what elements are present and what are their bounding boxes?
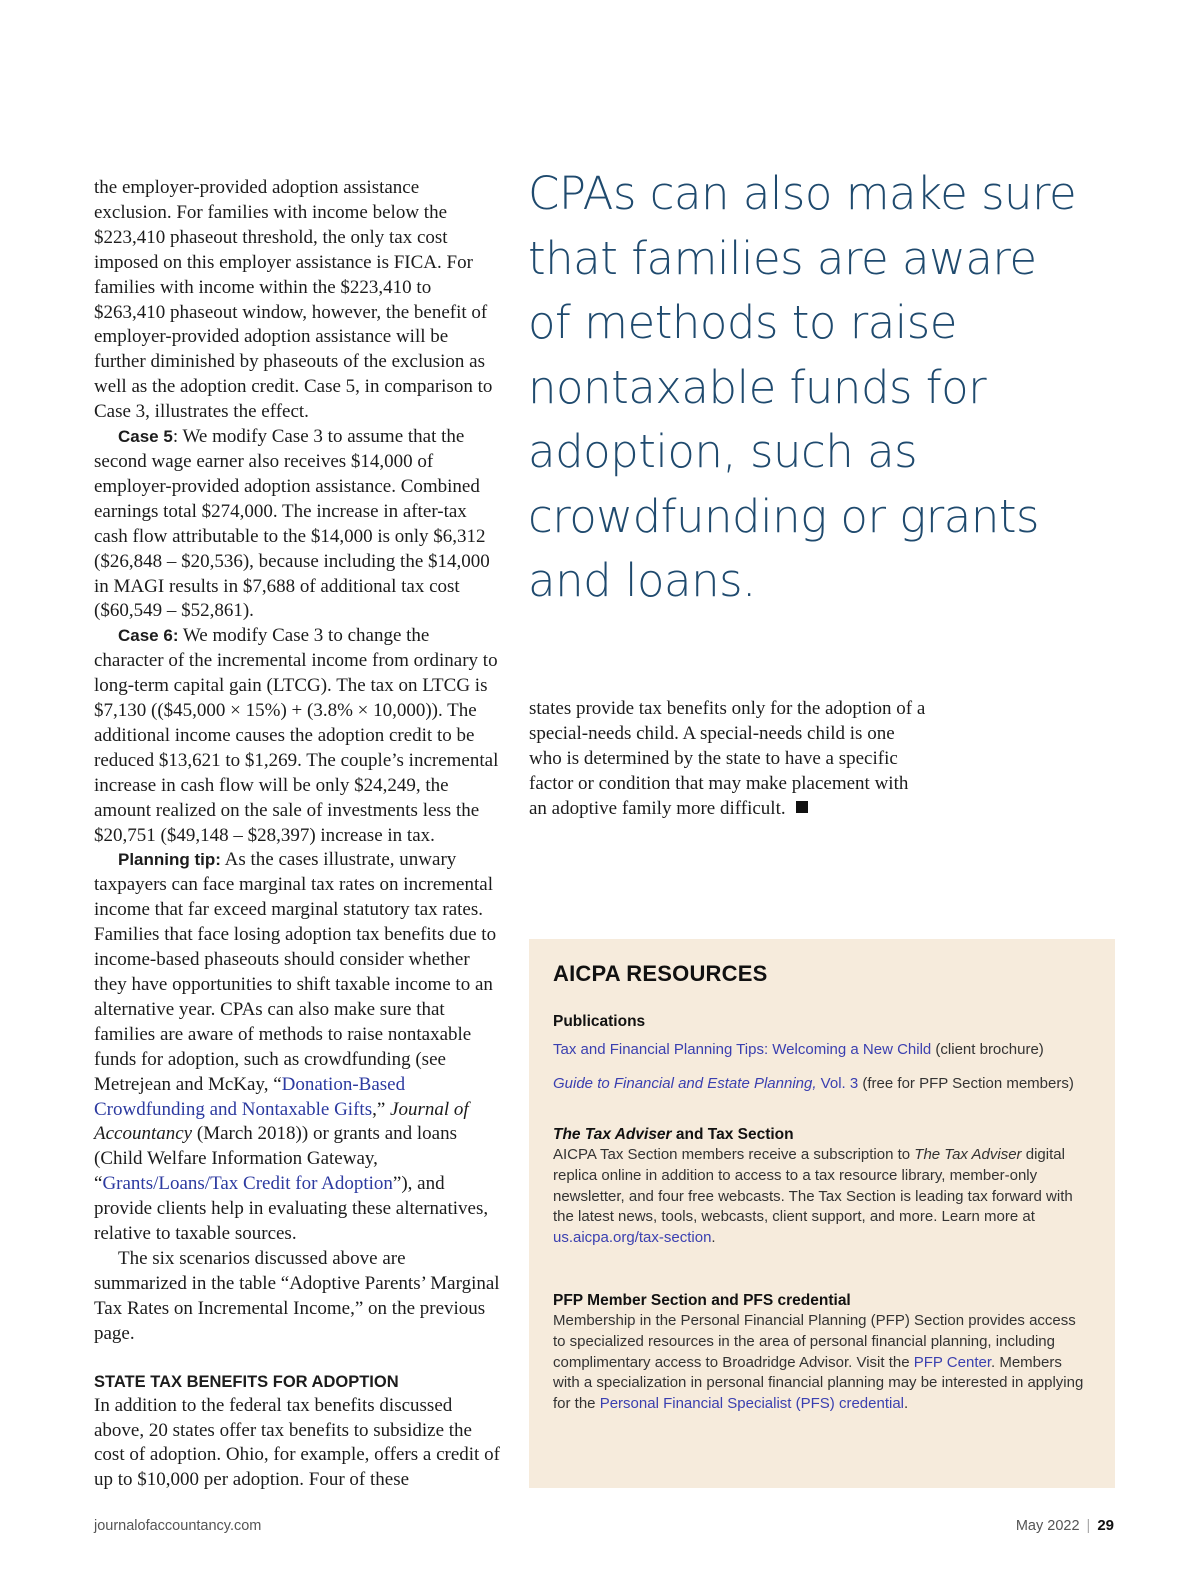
- tax-section-title: [553, 1125, 1091, 1145]
- page-number: 29: [1097, 1517, 1114, 1534]
- link-crowdfunding-article[interactable]: Donation-Based Crowdfunding and Nontaxable Gifts: [94, 1073, 406, 1120]
- aicpa-resources-box: [529, 939, 1115, 1488]
- tax-adviser-title: The Tax Adviser: [553, 1126, 672, 1143]
- pfp-body-1: Membership in the Personal Financial Planning (PFP) Section provides access to specialized resources in the area of personal financial planning, including complimentary access to Broadridge Advisor. Visit the: [553, 1311, 1076, 1371]
- guide-volume: Vol. 3: [816, 1075, 859, 1092]
- tax-body-2: digital replica online in addition to access to a tax resource library, member-only newsletter, and four free webcasts. The Tax Section is leading tax forward with the latest news, tools, webcasts, client support, and more. Learn more at: [553, 1146, 1073, 1226]
- resources-title: AICPA RESOURCES: [553, 961, 768, 986]
- planning-tip-label: Planning tip:: [118, 850, 221, 870]
- guide-title: Guide to Financial and Estate Planning,: [553, 1075, 817, 1092]
- publication-2-note: (free for PFP Section members): [858, 1075, 1074, 1092]
- footer-site: journalofaccountancy.com: [94, 1518, 262, 1534]
- tax-section-title-rest: and Tax Section: [671, 1126, 794, 1143]
- pfp-block: [553, 1291, 1091, 1415]
- link-pfs-credential[interactable]: Personal Financial Specialist (PFS) credential: [599, 1395, 905, 1413]
- link-estate-planning-guide[interactable]: [553, 1075, 858, 1092]
- publication-item-1: [553, 1039, 1091, 1061]
- paragraph-summary: The six scenarios discussed above are summarized in the table “Adoptive Parents’ Marginal Tax Rates on Incremental Income,” on the previous page.: [94, 1247, 500, 1344]
- section-heading-state-tax: STATE TAX BENEFITS FOR ADOPTION: [94, 1372, 399, 1391]
- case-6-label: Case 6:: [118, 626, 179, 646]
- journal-title: Journal of Accountancy: [94, 1098, 469, 1145]
- link-tax-section[interactable]: us.aicpa.org/tax-section: [553, 1229, 712, 1247]
- paragraph-state-tax: In addition to the federal tax benefits discussed above, 20 states offer tax benefits to subsidize the cost of adoption. Ohio, for example, offers a credit of up to $10,000 per adoption. Four of these: [94, 1394, 500, 1491]
- pfp-title: PFP Member Section and PFS credential: [553, 1291, 851, 1309]
- paragraph-case-5: [94, 425, 500, 624]
- tax-body-1: AICPA Tax Section members receive a subscription to: [553, 1146, 915, 1163]
- end-mark-icon: [796, 801, 808, 813]
- planning-tip-text-1: As the cases illustrate, unwary taxpayers can face marginal tax rates on incremental income that far exceed marginal statutory tax rates. Families that face losing adoption tax benefits due to income-based phaseouts should consider whether they have opportunities to shift taxable income to an alternative year. CPAs can also make sure that families are aware of methods to raise nontaxable funds for adoption, such as crowdfunding (see Metrejean and McKay, “: [94, 849, 497, 1095]
- publication-1-note: (client brochure): [931, 1041, 1044, 1058]
- tax-section-body: [553, 1145, 1091, 1249]
- right-column-continuation: [529, 697, 929, 822]
- tax-section-block: [553, 1125, 1091, 1249]
- publications-heading: Publications: [553, 1013, 646, 1030]
- left-column: [94, 176, 500, 1493]
- pfp-body: [553, 1311, 1091, 1415]
- link-grants-loans[interactable]: Grants/Loans/Tax Credit for Adoption: [102, 1173, 393, 1195]
- case-5-label: Case 5: [118, 427, 173, 447]
- planning-tip-text-2: ,”: [372, 1098, 391, 1120]
- link-pfp-center[interactable]: PFP Center: [913, 1353, 991, 1371]
- publication-item-2: [553, 1073, 1091, 1095]
- paragraph-case-6: [94, 624, 500, 848]
- pfp-body-2: . Members with a specialization in personal financial planning may be interested in applying for the: [553, 1353, 1084, 1413]
- footer-separator: |: [1086, 1518, 1091, 1534]
- case-5-text: : We modify Case 3 to assume that the second wage earner also receives $14,000 of employer-provided adoption assistance. Combined earnings total $274,000. The increase in after-tax cash flow attributable to the $14,000 is only $6,312 ($26,848 – $20,536), because including the $14,000 in MAGI results in $7,688 of additional tax cost ($60,549 – $52,861).: [94, 426, 490, 622]
- footer-date: May 2022: [1015, 1518, 1080, 1534]
- paragraph-planning-tip: [94, 848, 500, 1247]
- case-6-text: We modify Case 3 to change the character of the incremental income from ordinary to long-term capital gain (LTCG). The tax on LTCG is $7,130 (($45,000 × 15%) + (3.8% × 10,000)). The additional income causes the adoption credit to be reduced $13,621 to $1,269. The couple’s incremental increase in cash flow will be only $24,249, the amount realized on the sale of investments less the $20,751 ($49,148 – $28,397) increase in tax.: [94, 625, 499, 846]
- link-welcoming-new-child[interactable]: Tax and Financial Planning Tips: Welcoming a New Child: [553, 1041, 932, 1058]
- footer-right: [1016, 1517, 1114, 1534]
- tax-body-italic: The Tax Adviser: [914, 1146, 1022, 1163]
- planning-tip-text-4: ”), and provide clients help in evaluating these alternatives, relative to taxable sources.: [94, 1173, 489, 1245]
- planning-tip-text-3: (March 2018)) or grants and loans (Child Welfare Information Gateway, “: [94, 1123, 457, 1195]
- paragraph-employer-assistance: the employer-provided adoption assistance exclusion. For families with income below the $223,410 phaseout threshold, the only tax cost imposed on this employer assistance is FICA. For families with income within the $223,410 to $263,410 phaseout window, however, the benefit of employer-provided adoption assistance will be further diminished by phaseouts of the exclusion as well as the adoption credit. Case 5, in comparison to Case 3, illustrates the effect.: [94, 177, 493, 423]
- pull-quote: CPAs can also make sure that families are aware of methods to raise nontaxable funds for adoption, such as crowdfunding or grants and loans.: [528, 167, 1077, 607]
- pfp-body-3: .: [904, 1395, 909, 1413]
- tax-body-3: .: [711, 1229, 716, 1247]
- continuation-text: states provide tax benefits only for the adoption of a special-needs child. A special-needs child is one who is determined by the state to have a specific factor or condition that may make placement with an adoptive family more difficult.: [529, 698, 926, 819]
